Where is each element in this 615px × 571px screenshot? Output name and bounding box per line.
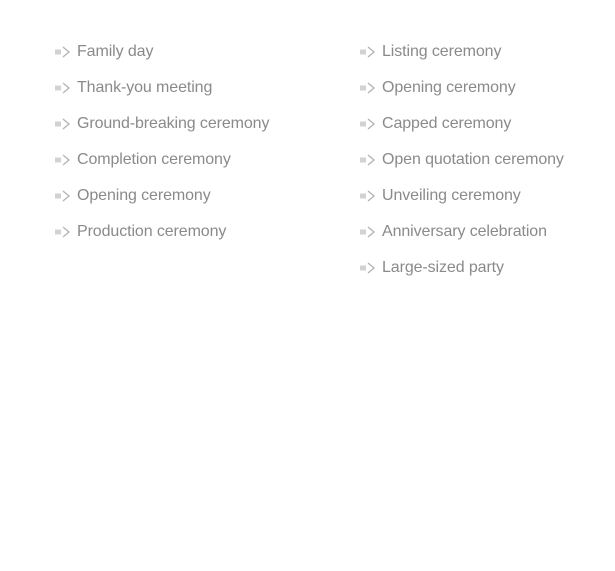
list-item-label: Opening ceremony xyxy=(382,79,516,96)
list-item-label: Ground-breaking ceremony xyxy=(77,115,270,132)
left-link-list xyxy=(54,34,269,250)
list-item[interactable] xyxy=(54,70,269,106)
arrow-bullet-icon xyxy=(54,81,72,95)
list-item[interactable] xyxy=(359,178,564,214)
arrow-bullet-icon xyxy=(54,225,72,239)
list-item[interactable] xyxy=(54,106,269,142)
arrow-bullet-icon xyxy=(359,261,377,275)
list-item-label: Unveiling ceremony xyxy=(382,187,521,204)
list-item[interactable] xyxy=(359,70,564,106)
arrow-bullet-icon xyxy=(54,117,72,131)
list-item[interactable] xyxy=(359,106,564,142)
list-item[interactable] xyxy=(359,142,564,178)
list-item-label: Listing ceremony xyxy=(382,43,502,60)
list-item[interactable] xyxy=(359,214,564,250)
arrow-bullet-icon xyxy=(359,189,377,203)
arrow-bullet-icon xyxy=(359,45,377,59)
arrow-bullet-icon xyxy=(54,45,72,59)
list-item-label: Completion ceremony xyxy=(77,151,231,168)
list-item-label: Capped ceremony xyxy=(382,115,512,132)
list-item-label: Production ceremony xyxy=(77,223,227,240)
list-item[interactable] xyxy=(359,250,564,286)
list-item[interactable] xyxy=(54,178,269,214)
arrow-bullet-icon xyxy=(54,189,72,203)
list-item-label: Family day xyxy=(77,43,154,60)
arrow-bullet-icon xyxy=(359,225,377,239)
arrow-bullet-icon xyxy=(359,81,377,95)
arrow-bullet-icon xyxy=(359,153,377,167)
list-item-label: Open quotation ceremony xyxy=(382,151,564,168)
list-item[interactable] xyxy=(359,34,564,70)
list-item-label: Large-sized party xyxy=(382,259,504,276)
arrow-bullet-icon xyxy=(54,153,72,167)
list-item[interactable] xyxy=(54,214,269,250)
list-item-label: Opening ceremony xyxy=(77,187,211,204)
list-item[interactable] xyxy=(54,34,269,70)
arrow-bullet-icon xyxy=(359,117,377,131)
list-item-label: Thank-you meeting xyxy=(77,79,213,96)
list-item-label: Anniversary celebration xyxy=(382,223,547,240)
right-link-list xyxy=(359,34,564,286)
list-item[interactable] xyxy=(54,142,269,178)
